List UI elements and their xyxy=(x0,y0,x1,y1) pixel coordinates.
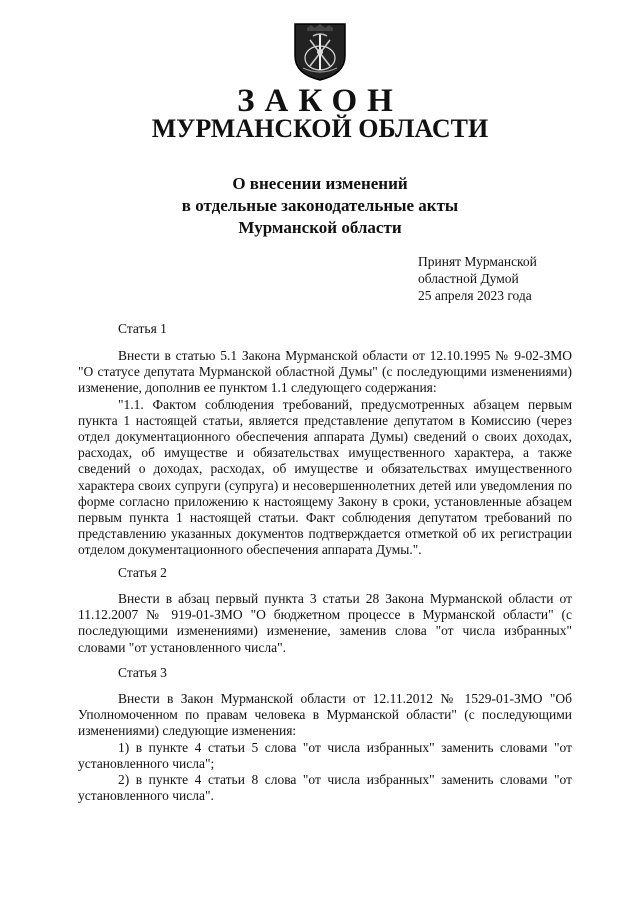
article-2-text: Внести в абзац первый пункта 3 статьи 28 Закона Мурманской области от 11.12.2007 № 919-01-ЗМО "О бюджетном процессе в Мурманской области" (с последующими изменениями) изменение, заменив слова "от числа избранных" словами "от установленного числа". xyxy=(78,591,572,655)
coat-of-arms-icon xyxy=(293,22,347,82)
subject-line-1: О внесении изменений xyxy=(232,174,408,193)
article-3-heading: Статья 3 xyxy=(118,665,167,680)
law-title: ЗАКОН xyxy=(237,83,403,119)
adoption-line-1: Принят Мурманской xyxy=(418,254,537,269)
article-2-heading: Статья 2 xyxy=(118,565,167,580)
subject-line-3: Мурманской области xyxy=(238,218,402,237)
region-title: МУРМАНСКОЙ ОБЛАСТИ xyxy=(151,114,489,143)
article-3-body xyxy=(78,691,572,804)
article-2-body xyxy=(78,591,572,656)
article-1-quote: "1.1. Фактом соблюдения требований, предусмотренных абзацем первым пункта 1 настоящей статьи, является представление депутатом в Комиссию (через отдел документационного обеспечения аппарата Думы) сведений о своих доходах, расходах, об имуществе и обязательствах имущественного характера, а также сведений о доходах, расходах, об имуществе и обязательствах имущественного характера своих супруги (супруга) и несовершеннолетних детей или уведомления по форме согласно приложению к настоящему Закону в сроки, установленные абзацем первым пункта 1 настоящей статьи. Факт соблюдения депутатом требований по представлению указанных документов подтверждается отметкой об их регистрации отделом документационного обеспечения аппарата Думы.". xyxy=(78,396,572,558)
law-subject xyxy=(0,173,640,239)
article-3-intro: Внести в Закон Мурманской области от 12.11.2012 № 1529-01-ЗМО "Об Уполномоченном по правам человека в Мурманской области" (с последующими изменениями) следующие изменения: xyxy=(78,691,572,739)
article-3-item-1: 1) в пункте 4 статьи 5 слова "от числа избранных" заменить словами "от установленного числа"; xyxy=(78,739,572,771)
adoption-note xyxy=(418,253,537,304)
article-1-intro: Внести в статью 5.1 Закона Мурманской области от 12.10.1995 № 9-02-ЗМО "О статусе депутата Мурманской областной Думы" (с последующими изменениями) изменение, дополнив ее пунктом 1.1 следующего содержания: xyxy=(78,348,572,396)
subject-line-2: в отдельные законодательные акты xyxy=(181,196,459,215)
article-1-heading: Статья 1 xyxy=(118,321,167,336)
article-1-body xyxy=(78,348,572,559)
adoption-line-2: областной Думой xyxy=(418,271,519,286)
adoption-date: 25 апреля 2023 года xyxy=(418,288,532,303)
article-3-item-2: 2) в пункте 4 статьи 8 слова "от числа избранных" заменить словами "от установленного числа". xyxy=(78,772,572,804)
